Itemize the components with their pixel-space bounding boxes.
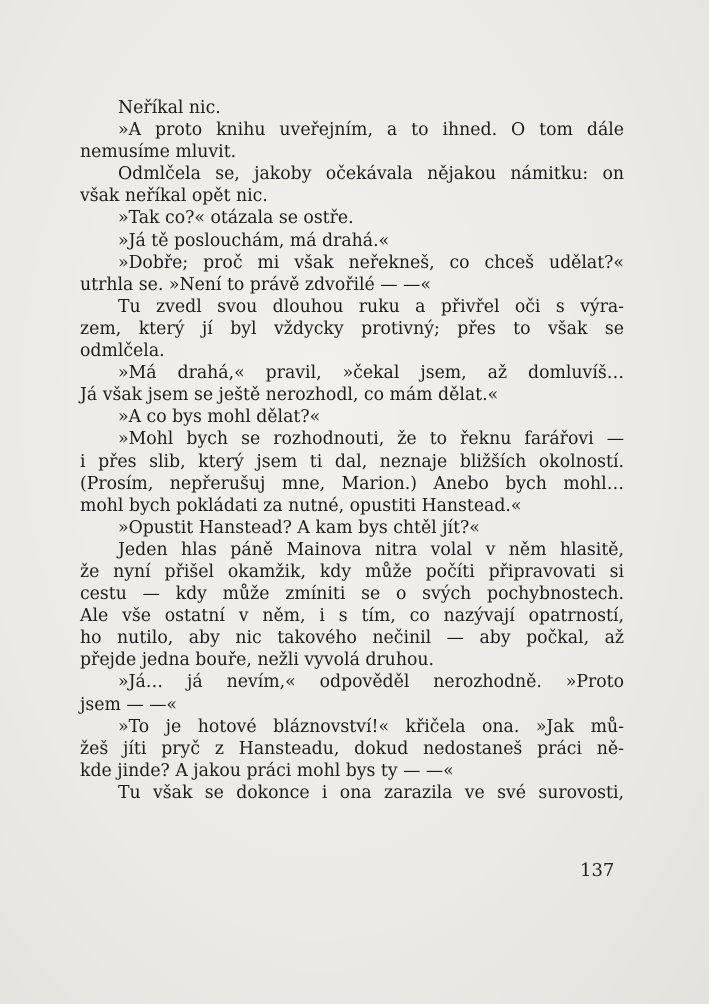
text-line: »Má drahá,« pravil, »čekal jsem, až domluvíš… <box>118 363 624 384</box>
text-line: že nyní přišel okamžik, kdy může počíti připravovati si <box>80 561 624 582</box>
text-line: (Prosím, nepřerušuj mne, Marion.) Anebo bych mohl… <box>80 473 624 494</box>
text-line: odmlčela. <box>80 341 165 362</box>
text-line: kde jinde? A jakou práci mohl bys ty — —« <box>80 760 454 781</box>
text-line: »Já tě poslouchám, má drahá.« <box>118 230 390 251</box>
text-line: žeš jíti pryč z Hansteadu, dokud nedostaneš práci ně- <box>80 738 624 759</box>
text-line: jsem — —« <box>80 694 177 715</box>
text-line: nemusíme mluvit. <box>80 142 237 163</box>
text-line: »Já… já nevím,« odpověděl nerozhodně. »Proto <box>118 672 624 693</box>
text-line: cestu — kdy může zmíniti se o svých pochybnostech. <box>80 584 624 605</box>
text-line: Tu zvedl svou dlouhou ruku a přivřel oči s výra- <box>118 296 624 317</box>
text-line: »To je hotové bláznovství!« křičela ona. »Jak mů- <box>118 716 624 737</box>
text-line: Jeden hlas páně Mainova nitra volal v něm hlasitě, <box>118 539 624 560</box>
text-line: přejde jedna bouře, nežli vyvolá druhou. <box>80 650 434 671</box>
text-line: i přes slib, který jsem ti dal, neznaje bližších okolností. <box>80 451 624 472</box>
text-line: »Tak co?« otázala se ostře. <box>118 208 354 229</box>
text-line: Ale vše ostatní v něm, i s tím, co nazývají opatrností, <box>80 606 624 627</box>
page-number: 137 <box>580 860 615 881</box>
text-line: utrhla se. »Není to právě zdvořilé — —« <box>80 274 431 295</box>
text-line: »A proto knihu uveřejním, a to ihned. O tom dále <box>118 120 624 141</box>
text-line: zem, který jí byl vždycky protivný; přes to však se <box>80 318 624 339</box>
text-line: Odmlčela se, jakoby očekávala nějakou námitku: on <box>118 164 624 185</box>
text-line: však neříkal opět nic. <box>80 186 268 207</box>
text-line: Tu však se dokonce i ona zarazila ve své surovosti, <box>118 782 624 803</box>
text-line: mohl bych pokládati za nutné, opustiti Hanstead.« <box>80 495 522 516</box>
text-line: »A co bys mohl dělat?« <box>118 407 321 428</box>
text-line: ho nutilo, aby nic takového nečinil — aby počkal, až <box>80 628 624 649</box>
text-line: Já však jsem se ještě nerozhodl, co mám dělat.« <box>80 385 499 406</box>
text-line: Neříkal nic. <box>118 98 221 118</box>
text-line: »Dobře; proč mi však neřekneš, co chceš udělat?« <box>118 252 624 273</box>
body-text <box>80 97 624 804</box>
text-line: »Opustit Hanstead? A kam bys chtěl jít?« <box>118 517 480 538</box>
text-line: »Mohl bych se rozhodnouti, že to řeknu farářovi — <box>118 429 624 450</box>
